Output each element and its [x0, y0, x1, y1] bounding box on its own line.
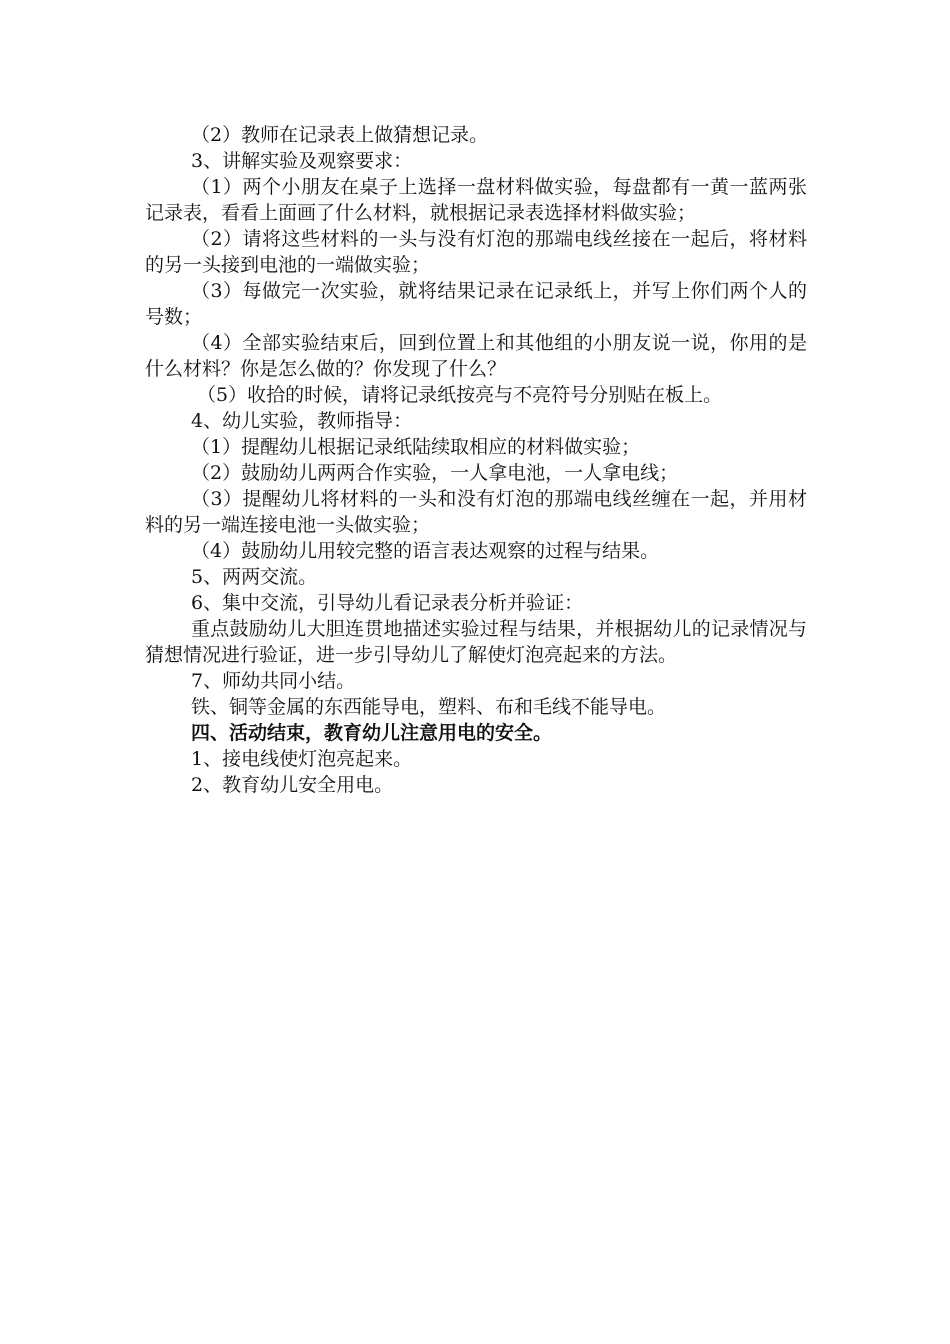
paragraph: 2、教育幼儿安全用电。 — [191, 774, 394, 796]
paragraph: （1）提醒幼儿根据记录纸陆续取相应的材料做实验； — [191, 436, 641, 458]
paragraph: （3）每做完一次实验，就将结果记录在记录纸上，并写上你们两个人的号数； — [145, 280, 807, 328]
paragraph: 铁、铜等金属的东西能导电，塑料、布和毛线不能导电。 — [191, 696, 667, 718]
section-heading: 4、幼儿实验，教师指导： — [191, 410, 413, 432]
paragraph: （2）请将这些材料的一头与没有灯泡的那端电线丝接在一起后，将材料的另一头接到电池的一端做实验； — [145, 228, 807, 276]
paragraph: （2）教师在记录表上做猜想记录。 — [191, 124, 489, 146]
section-heading: 7、师幼共同小结。 — [191, 670, 356, 692]
part-heading: 四、活动结束，教育幼儿注意用电的安全。 — [191, 722, 553, 744]
section-heading: 3、讲解实验及观察要求： — [191, 150, 413, 172]
document-body — [145, 122, 807, 798]
paragraph: 重点鼓励幼儿大胆连贯地描述实验过程与结果，并根据幼儿的记录情况与猜想情况进行验证，进一步引导幼儿了解使灯泡亮起来的方法。 — [145, 618, 807, 666]
paragraph: （2）鼓励幼儿两两合作实验，一人拿电池，一人拿电线； — [191, 462, 679, 484]
paragraph: （4）鼓励幼儿用较完整的语言表达观察的过程与结果。 — [191, 540, 660, 562]
paragraph: （3）提醒幼儿将材料的一头和没有灯泡的那端电线丝缠在一起，并用材料的另一端连接电池一头做实验； — [145, 488, 807, 536]
paragraph: （5）收拾的时候，请将记录纸按亮与不亮符号分别贴在板上。 — [197, 384, 723, 406]
section-heading: 6、集中交流，引导幼儿看记录表分析并验证： — [191, 592, 584, 614]
paragraph: （4）全部实验结束后，回到位置上和其他组的小朋友说一说，你用的是什么材料？你是怎么做的？你发现了什么？ — [145, 332, 807, 380]
paragraph: （1）两个小朋友在桌子上选择一盘材料做实验，每盘都有一黄一蓝两张记录表，看看上面画了什么材料，就根据记录表选择材料做实验； — [145, 176, 807, 224]
paragraph: 1、接电线使灯泡亮起来。 — [191, 748, 413, 770]
section-heading: 5、两两交流。 — [191, 566, 318, 588]
